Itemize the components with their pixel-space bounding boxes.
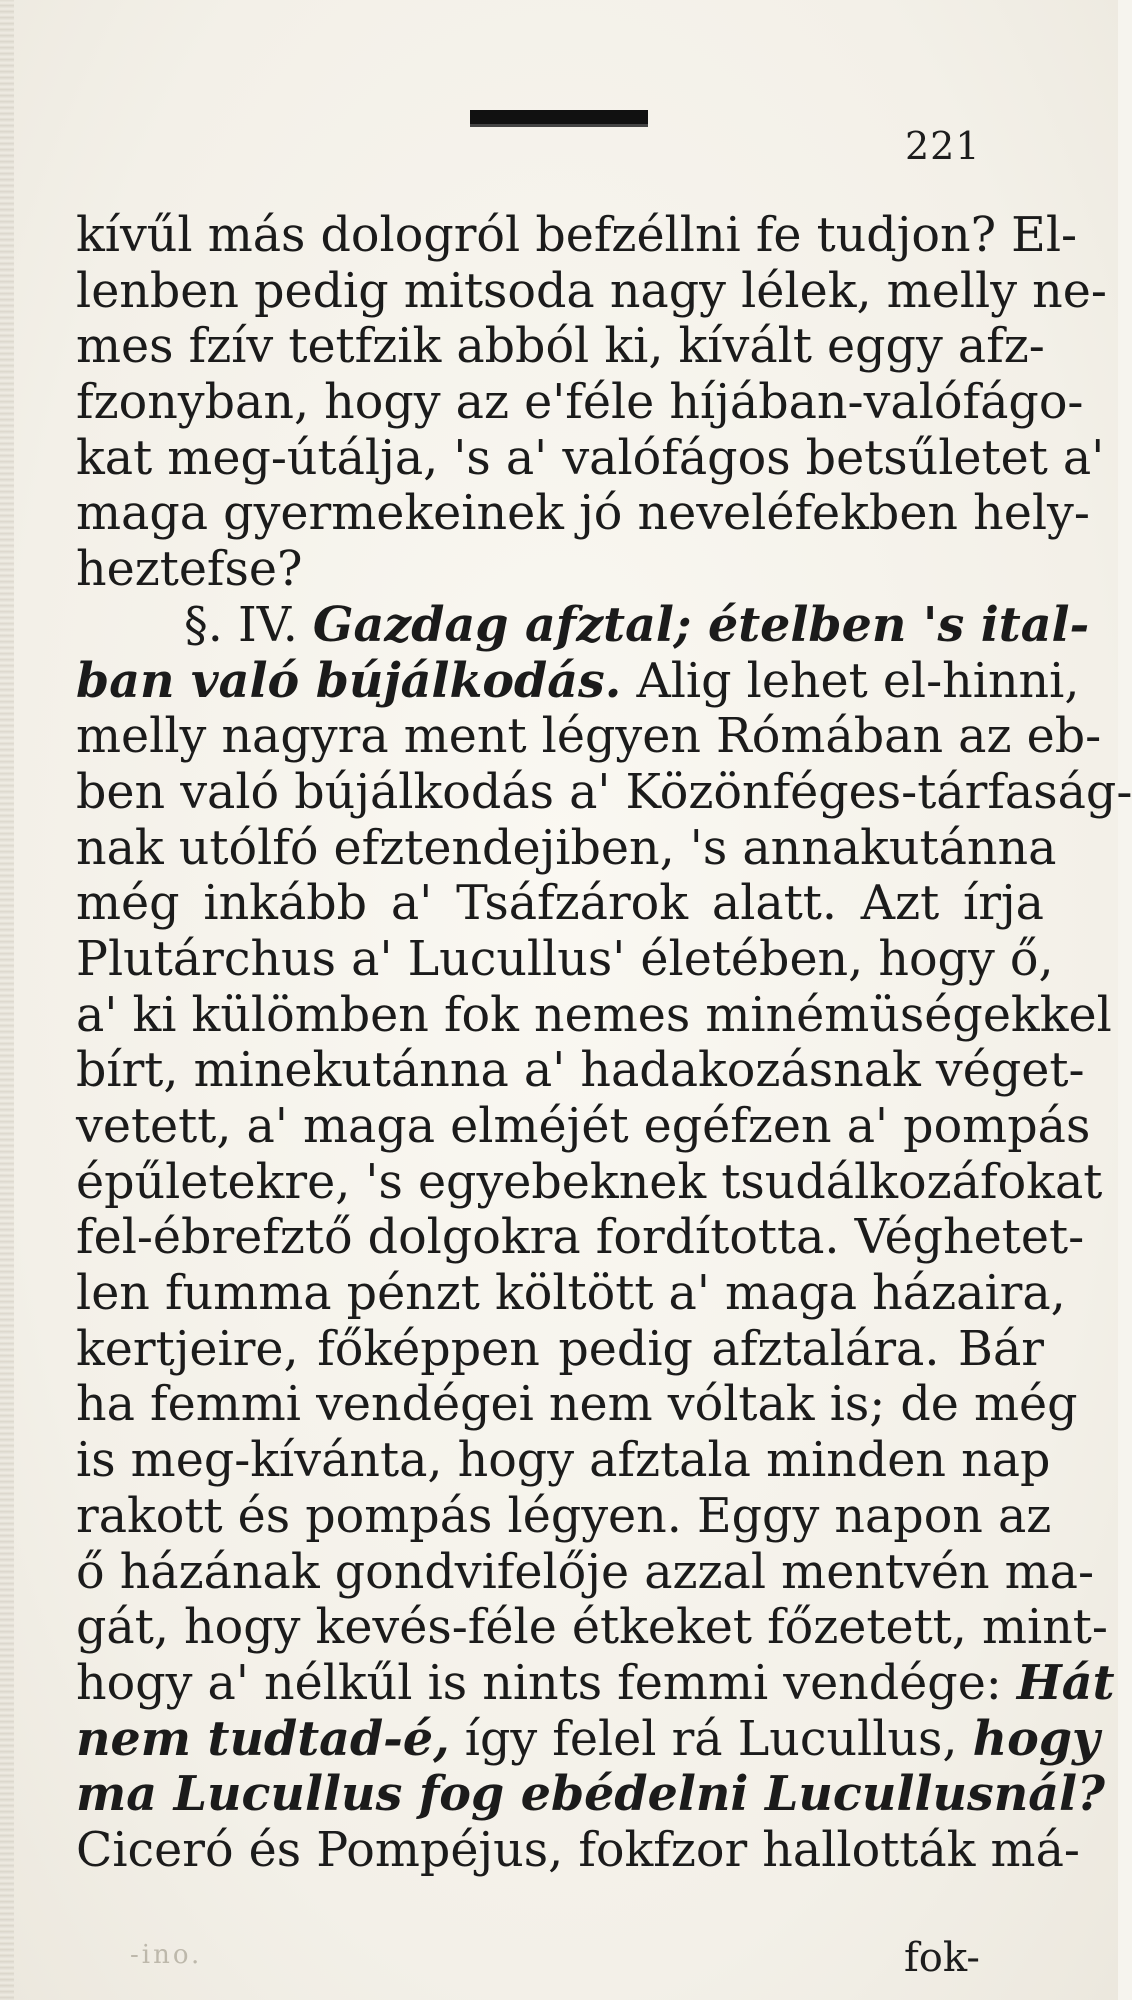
text-line: ha femmi vendégei nem vóltak is; de még — [76, 1377, 1078, 1433]
text-line: lenben pedig mitsoda nagy lélek, melly ne- — [76, 263, 1107, 319]
quote-end: ma Lucullus fog ebédelni Lucullusnál? — [76, 1766, 1105, 1823]
header-rule — [470, 110, 648, 127]
text-line: kertjeire, főképpen pedig afztalára. Bár — [76, 1321, 1044, 1377]
text-line: len fumma pénzt költött a' maga házaira, — [76, 1266, 1066, 1322]
text-line: heztefse? — [76, 542, 303, 598]
quote-start: Hát — [1016, 1654, 1115, 1711]
text-line: ő házának gondvifelője azzal mentvén ma- — [76, 1544, 1095, 1600]
text-line: vetett, a' maga elméjét egéfzen a' pompás — [76, 1099, 1091, 1154]
quote-attribution: így felel rá Lucullus, — [464, 1711, 958, 1767]
text-line: kívűl más dologról befzéllni fe tudjon? El- — [76, 208, 1078, 263]
section-mark: §. IV. — [184, 597, 298, 653]
text-line: gát, hogy kevés-féle étkeket főzetett, mint- — [76, 1600, 1108, 1656]
text-line: kat meg-útálja, 's a' valófágos betsűletet a' — [76, 430, 1105, 486]
text-line: maga gyermekeinek jó neveléfekben hely- — [76, 486, 1090, 542]
text-line: még inkább a' Tsáfzárok alatt. Azt írja — [76, 876, 1044, 932]
section-title-cont: ban való bújálkodás. — [76, 652, 622, 709]
text-line: melly nagyra ment légyen Rómában az eb- — [76, 709, 1102, 765]
section-title: Gazdag afztal; ételben 's ital- — [312, 596, 1090, 653]
body-text — [76, 208, 1132, 1879]
text-line: nak utólfó efztendejiben, 's annakutánna — [76, 820, 1057, 876]
page-gutter-edge — [0, 0, 14, 2000]
text-line: ben való bújálkodás a' Közönféges-tárfaság- — [76, 764, 1132, 820]
text-line: is meg-kívánta, hogy afztala minden nap — [76, 1433, 1051, 1489]
text-line: a' ki külömben fok nemes minémüségekkel — [76, 987, 1112, 1043]
bleed-through-mark: -ino. — [130, 1940, 203, 1970]
quote-line-3 — [76, 1766, 1105, 1823]
text-line: bírt, minekutánna a' hadakozásnak véget- — [76, 1043, 1085, 1099]
quote-intro: hogy a' nélkűl is nints femmi vendége: — [76, 1655, 1002, 1711]
section-first-words: Alig lehet el-hinni, — [636, 653, 1080, 709]
text-line: fzonyban, hogy az e'féle híjában-valófágo- — [76, 375, 1084, 431]
text-line: fel-ébrefztő dolgokra fordította. Véghetet- — [76, 1210, 1085, 1266]
quote-part: nem tudtad-é, — [76, 1710, 450, 1767]
text-line: Plutárchus a' Lucullus' életében, hogy ő, — [76, 931, 1054, 987]
text-line: mes fzív tetfzik abból ki, kívált eggy afz- — [76, 319, 1045, 375]
text-line: rakott és pompás légyen. Eggy napon az — [76, 1488, 1052, 1544]
section-heading-line-2 — [76, 652, 1080, 710]
quote-line-1 — [76, 1654, 1115, 1712]
page-number: 221 — [905, 124, 981, 168]
quote-line-2 — [76, 1710, 1100, 1768]
catchword: fok- — [904, 1935, 980, 1981]
quote-part: hogy — [972, 1710, 1100, 1767]
text-line: épűletekre, 's egyebeknek tsudálkozáfokat — [76, 1154, 1103, 1210]
text-line: Ciceró és Pompéjus, fokfzor hallották má- — [76, 1822, 1080, 1878]
section-heading-line — [76, 596, 1090, 654]
